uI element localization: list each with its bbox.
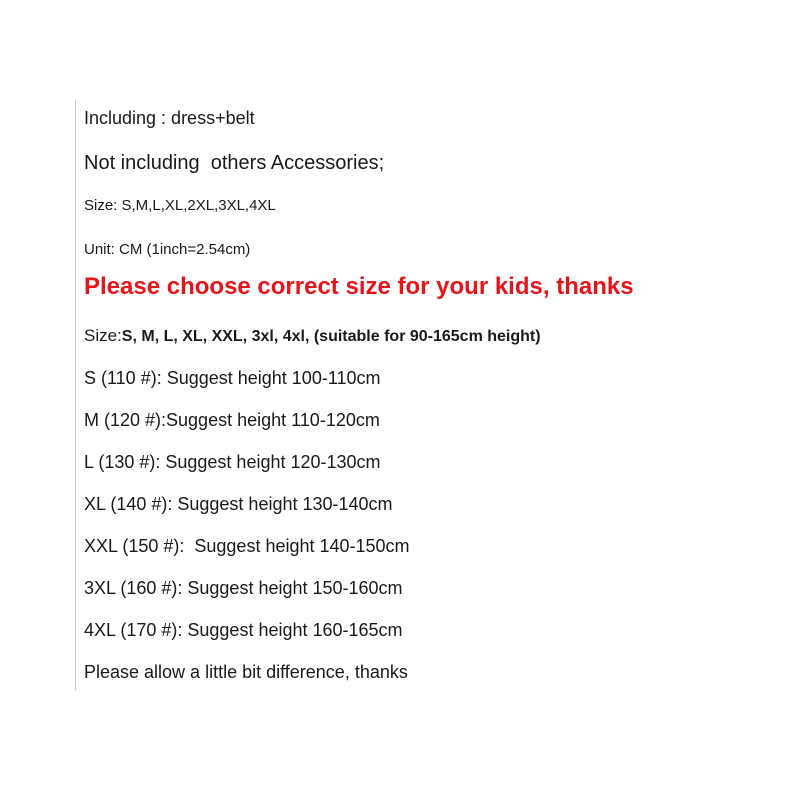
size-notice-heading: Please choose correct size for your kids, thanks [84, 273, 634, 300]
size-row-4xl: 4XL (170 #): Suggest height 160-165cm [84, 620, 403, 640]
not-including-text: Not including others Accessories; [84, 152, 385, 174]
size-range-line [84, 327, 541, 345]
unit-text: Unit: CM (1inch=2.54cm) [84, 241, 251, 258]
size-row-l: L (130 #): Suggest height 120-130cm [84, 452, 381, 472]
size-range-label: Size: [84, 326, 122, 345]
size-row-xl: XL (140 #): Suggest height 130-140cm [84, 494, 393, 514]
size-list-text: Size: S,M,L,XL,2XL,3XL,4XL [84, 197, 276, 214]
size-row-m: M (120 #):Suggest height 110-120cm [84, 410, 380, 430]
closing-note: Please allow a little bit difference, thanks [84, 662, 408, 682]
size-row-xxl: XXL (150 #): Suggest height 140-150cm [84, 536, 410, 556]
left-border-rule [75, 100, 76, 690]
size-range-values: S, M, L, XL, XXL, 3xl, 4xl, (suitable for 90-165cm height) [121, 328, 541, 345]
size-row-3xl: 3XL (160 #): Suggest height 150-160cm [84, 578, 403, 598]
including-text: Including : dress+belt [84, 108, 255, 128]
size-row-s: S (110 #): Suggest height 100-110cm [84, 368, 381, 388]
